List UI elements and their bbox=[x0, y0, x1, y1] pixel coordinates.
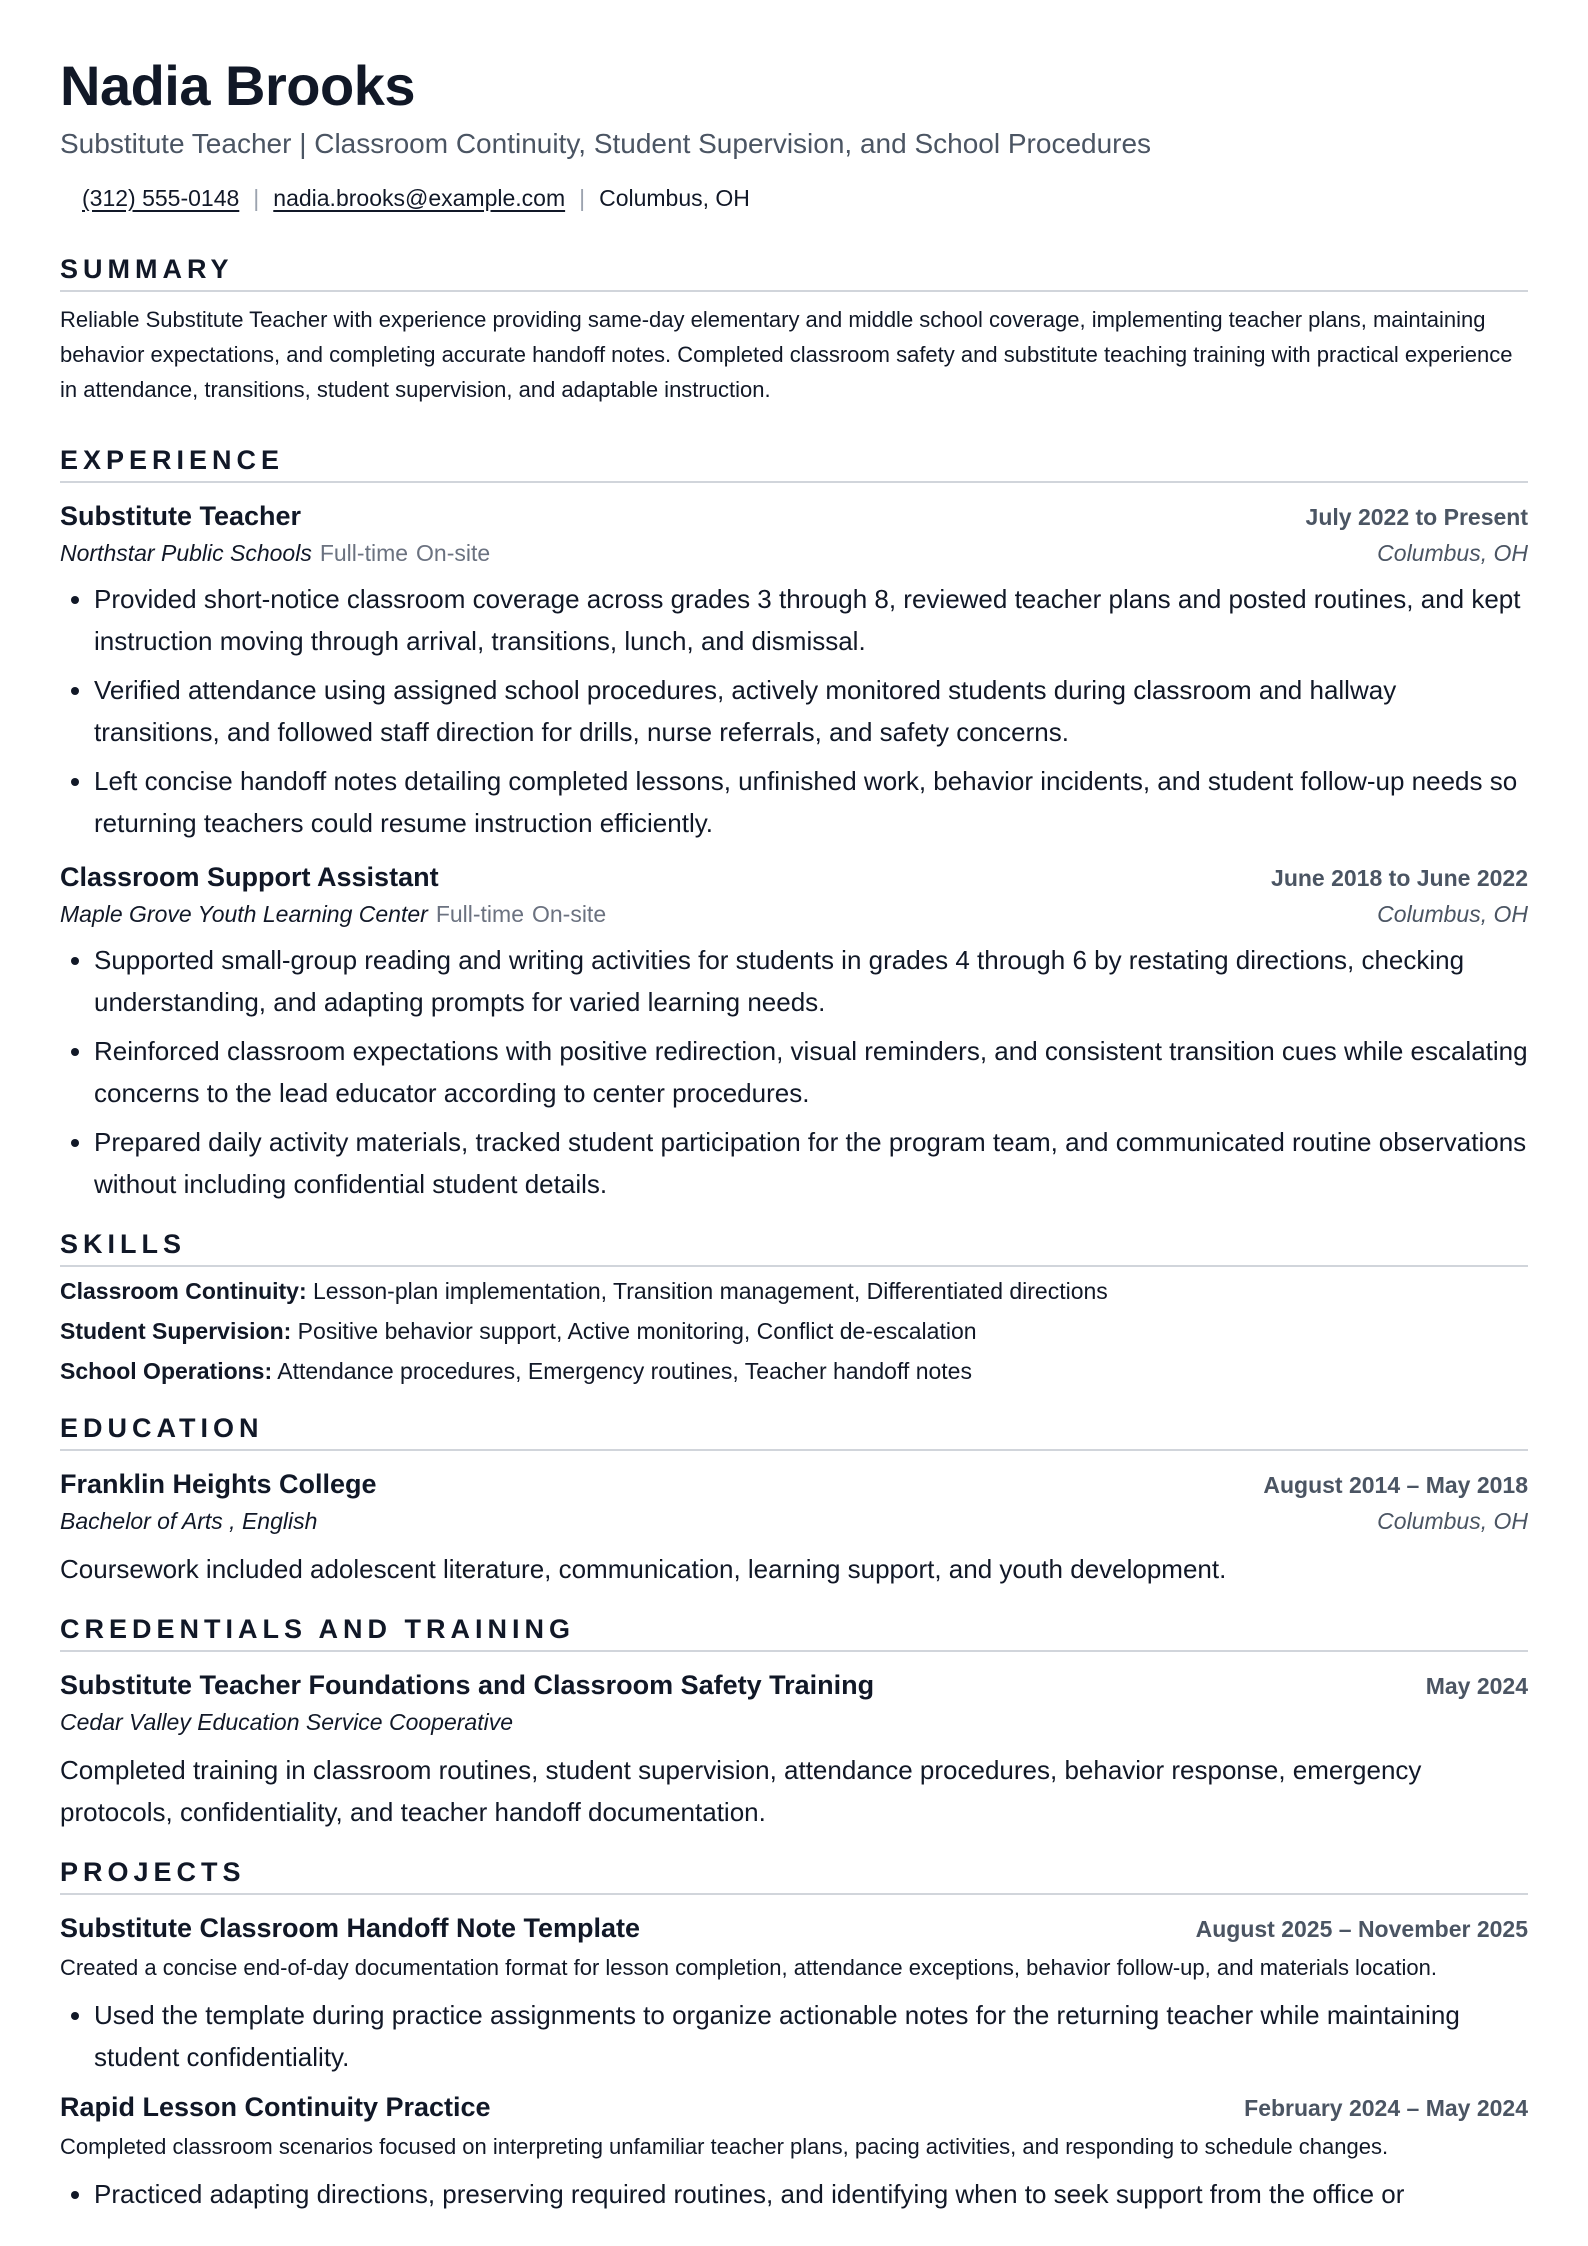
section-title-experience: EXPERIENCE bbox=[60, 443, 1528, 483]
skill-items: Lesson-plan implementation, Transition management, Differentiated directions bbox=[306, 1278, 1108, 1304]
school-name: Franklin Heights College bbox=[60, 1469, 377, 1499]
experience-entry bbox=[60, 497, 1528, 844]
job-location: Columbus, OH bbox=[1377, 540, 1528, 566]
bullet-item: • Reinforced classroom expectations with positive redirection, visual reminders, and consistent transition cues while escalating concerns to the lead educator according to center procedures. bbox=[94, 1030, 1528, 1114]
bullet-item: • Supported small-group reading and writing activities for students in grades 4 through 6 by restating directions, checking understanding, and adapting prompts for varied learning needs. bbox=[94, 939, 1528, 1023]
bullet-list bbox=[60, 578, 1528, 844]
project-description: Completed classroom scenarios focused on interpreting unfamiliar teacher plans, pacing activities, and responding to schedule changes. bbox=[60, 2134, 1389, 2159]
experience-entry bbox=[60, 858, 1528, 1205]
summary-text: Reliable Substitute Teacher with experience providing same-day elementary and middle school coverage, implementing teacher plans, maintaining behavior expectations, and completing accurate handoff notes. Completed classroom safety and substitute teaching training with practical experience in attendance, transitions, student supervision, and adaptable instruction. bbox=[60, 307, 1513, 402]
bullet-list bbox=[60, 1994, 1528, 2078]
education-date: August 2014 – May 2018 bbox=[1263, 1472, 1528, 1498]
bullet-item: • Prepared daily activity materials, tracked student participation for the program team, and communicated routine observations without including confidential student details. bbox=[94, 1121, 1528, 1205]
bullet-item: • Left concise handoff notes detailing completed lessons, unfinished work, behavior incidents, and student follow-up needs so returning teachers could resume instruction efficiently. bbox=[94, 760, 1528, 844]
skill-items: Positive behavior support, Active monitoring, Conflict de-escalation bbox=[291, 1318, 977, 1344]
credential-date: May 2024 bbox=[1425, 1673, 1528, 1699]
job-title: Substitute Teacher bbox=[60, 501, 302, 531]
skill-line bbox=[60, 1311, 1528, 1351]
project-entry bbox=[60, 2088, 1528, 2215]
employer: Northstar Public Schools bbox=[60, 540, 312, 566]
skills-list bbox=[60, 1271, 1528, 1391]
project-description: Created a concise end-of-day documentation format for lesson completion, attendance exceptions, behavior follow-up, and materials location. bbox=[60, 1955, 1437, 1980]
headline: Substitute Teacher | Classroom Continuity, Student Supervision, and School Procedures bbox=[60, 128, 1152, 159]
skill-items: Attendance procedures, Emergency routines, Teacher handoff notes bbox=[272, 1358, 972, 1384]
bullet-item: • Verified attendance using assigned school procedures, actively monitored students during classroom and hallway transitions, and followed staff direction for drills, nurse referrals, and safety concerns. bbox=[94, 669, 1528, 753]
candidate-name: Nadia Brooks bbox=[60, 54, 415, 117]
section-title-projects: PROJECTS bbox=[60, 1855, 1528, 1895]
job-date: July 2022 to Present bbox=[1305, 504, 1528, 530]
contact-separator: | bbox=[253, 185, 260, 211]
job-title: Classroom Support Assistant bbox=[60, 862, 439, 892]
employment-type: Full-time bbox=[319, 540, 409, 566]
skill-line bbox=[60, 1271, 1528, 1311]
section-title-summary: SUMMARY bbox=[60, 252, 1528, 292]
project-entry bbox=[60, 1909, 1528, 2078]
education-entry bbox=[60, 1465, 1528, 1590]
bullet-item: • Provided short-notice classroom coverage across grades 3 through 8, reviewed teacher plans and posted routines, and kept instruction moving through arrival, transitions, lunch, and dismissal. bbox=[94, 578, 1528, 662]
credential-title: Substitute Teacher Foundations and Classroom Safety Training bbox=[60, 1670, 875, 1700]
project-date: August 2025 – November 2025 bbox=[1195, 1916, 1528, 1942]
bullet-list bbox=[60, 2173, 1528, 2215]
skill-category: Student Supervision: bbox=[60, 1318, 292, 1344]
education-location: Columbus, OH bbox=[1377, 1508, 1528, 1534]
bullet-item: • Practiced adapting directions, preserving required routines, and identifying when to seek support from the office or bbox=[94, 2173, 1528, 2215]
job-location: Columbus, OH bbox=[1377, 901, 1528, 927]
credential-note: Completed training in classroom routines, student supervision, attendance procedures, behavior response, emergency protocols, confidentiality, and teacher handoff documentation. bbox=[60, 1755, 1422, 1827]
skill-category: School Operations: bbox=[60, 1358, 273, 1384]
project-title: Substitute Classroom Handoff Note Template bbox=[60, 1913, 641, 1943]
degree: Bachelor of Arts , English bbox=[60, 1508, 318, 1534]
job-date: June 2018 to June 2022 bbox=[1271, 865, 1528, 891]
project-date: February 2024 – May 2024 bbox=[1244, 2095, 1528, 2121]
work-site: On-site bbox=[531, 901, 607, 927]
bullet-list bbox=[60, 939, 1528, 1205]
section-title-education: EDUCATION bbox=[60, 1411, 1528, 1451]
skill-line bbox=[60, 1351, 1528, 1391]
bullet-item: • Used the template during practice assignments to organize actionable notes for the returning teacher while maintaining student confidentiality. bbox=[94, 1994, 1528, 2078]
education-note: Coursework included adolescent literature, communication, learning support, and youth development. bbox=[60, 1554, 1227, 1584]
section-title-credentials: CREDENTIALS AND TRAINING bbox=[60, 1612, 1528, 1652]
section-title-skills: SKILLS bbox=[60, 1227, 1528, 1267]
credential-entry bbox=[60, 1666, 1528, 1833]
email-link[interactable]: nadia.brooks@example.com bbox=[273, 185, 566, 211]
phone-link[interactable]: (312) 555-0148 bbox=[82, 185, 240, 211]
employment-type: Full-time bbox=[435, 901, 524, 927]
contact-line bbox=[60, 182, 1528, 214]
contact-separator: | bbox=[579, 185, 586, 211]
employer: Maple Grove Youth Learning Center bbox=[60, 901, 428, 927]
skill-category: Classroom Continuity: bbox=[60, 1278, 307, 1304]
contact-location: Columbus, OH bbox=[599, 185, 750, 211]
work-site: On-site bbox=[416, 540, 491, 566]
credential-org: Cedar Valley Education Service Cooperative bbox=[60, 1709, 514, 1735]
project-title: Rapid Lesson Continuity Practice bbox=[60, 2092, 491, 2122]
